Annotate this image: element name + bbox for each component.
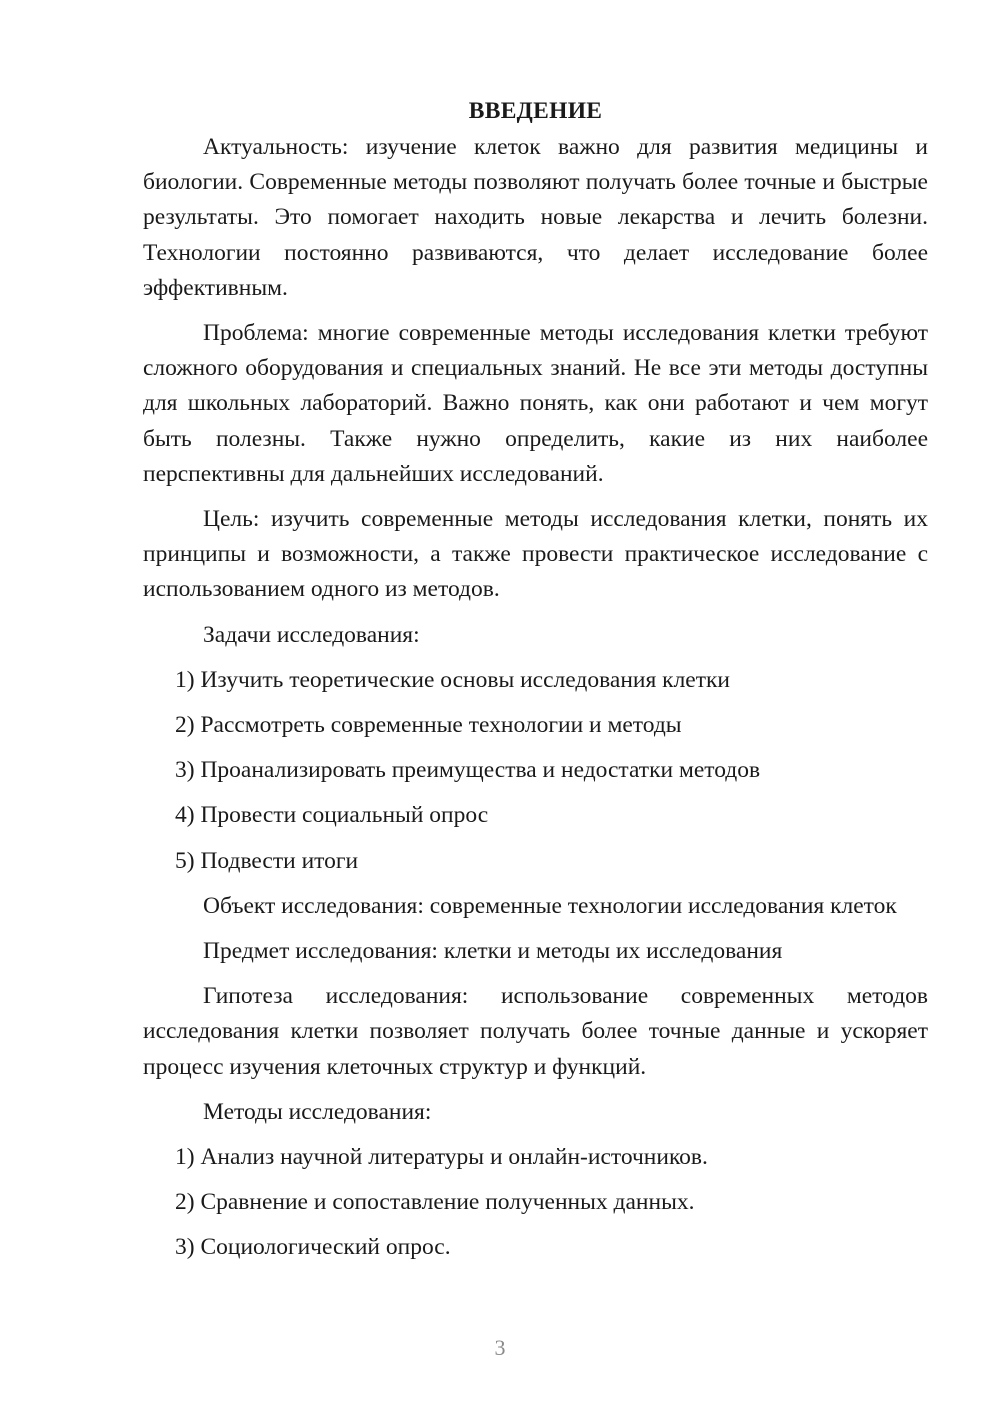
methods-list	[143, 1140, 928, 1266]
task-item: 4) Провести социальный опрос	[175, 802, 489, 829]
task-item: 2) Рассмотреть современные технологии и методы	[175, 712, 682, 739]
method-item: 2) Сравнение и сопоставление полученных данных.	[175, 1189, 695, 1216]
object-paragraph: Объект исследования: современные технологии исследования клеток	[203, 892, 897, 919]
hypothesis-paragraph: Гипотеза исследования: использование современных методов исследования клетки позволяет получать более точные данные и ускоряет процесс изучения клеточных структур и функций.	[143, 983, 928, 1080]
methods-heading: Методы исследования:	[203, 1098, 432, 1125]
page-content	[143, 92, 928, 1276]
tasks-heading: Задачи исследования:	[203, 621, 420, 648]
page-number: 3	[494, 1335, 506, 1360]
method-item: 1) Анализ научной литературы и онлайн-источников.	[175, 1144, 708, 1171]
method-item: 3) Социологический опрос.	[175, 1234, 451, 1261]
goal-paragraph: Цель: изучить современные методы исследования клетки, понять их принципы и возможности, а также провести практическое исследование с использованием одного из методов.	[143, 506, 928, 603]
tasks-list	[143, 663, 928, 879]
page-title: ВВЕДЕНИЕ	[468, 98, 603, 124]
relevance-paragraph: Актуальность: изучение клеток важно для развития медицины и биологии. Современные методы позволяют получать более точные и быстрые результаты. Это помогает находить новые лекарства и лечить болезни. Технологии постоянно развиваются, что делает исследование более эффективным.	[143, 134, 928, 301]
task-item: 5) Подвести итоги	[175, 847, 359, 874]
task-item: 3) Проанализировать преимущества и недостатки методов	[175, 757, 761, 784]
subject-paragraph: Предмет исследования: клетки и методы их исследования	[203, 938, 783, 965]
task-item: 1) Изучить теоретические основы исследования клетки	[175, 666, 730, 693]
problem-paragraph: Проблема: многие современные методы исследования клетки требуют сложного оборудования и специальных знаний. Не все эти методы доступны для школьных лабораторий. Важно понять, как они работают и чем могут быть полезны. Также нужно определить, какие из них наиболее перспективны для дальнейших исследований.	[143, 320, 928, 487]
